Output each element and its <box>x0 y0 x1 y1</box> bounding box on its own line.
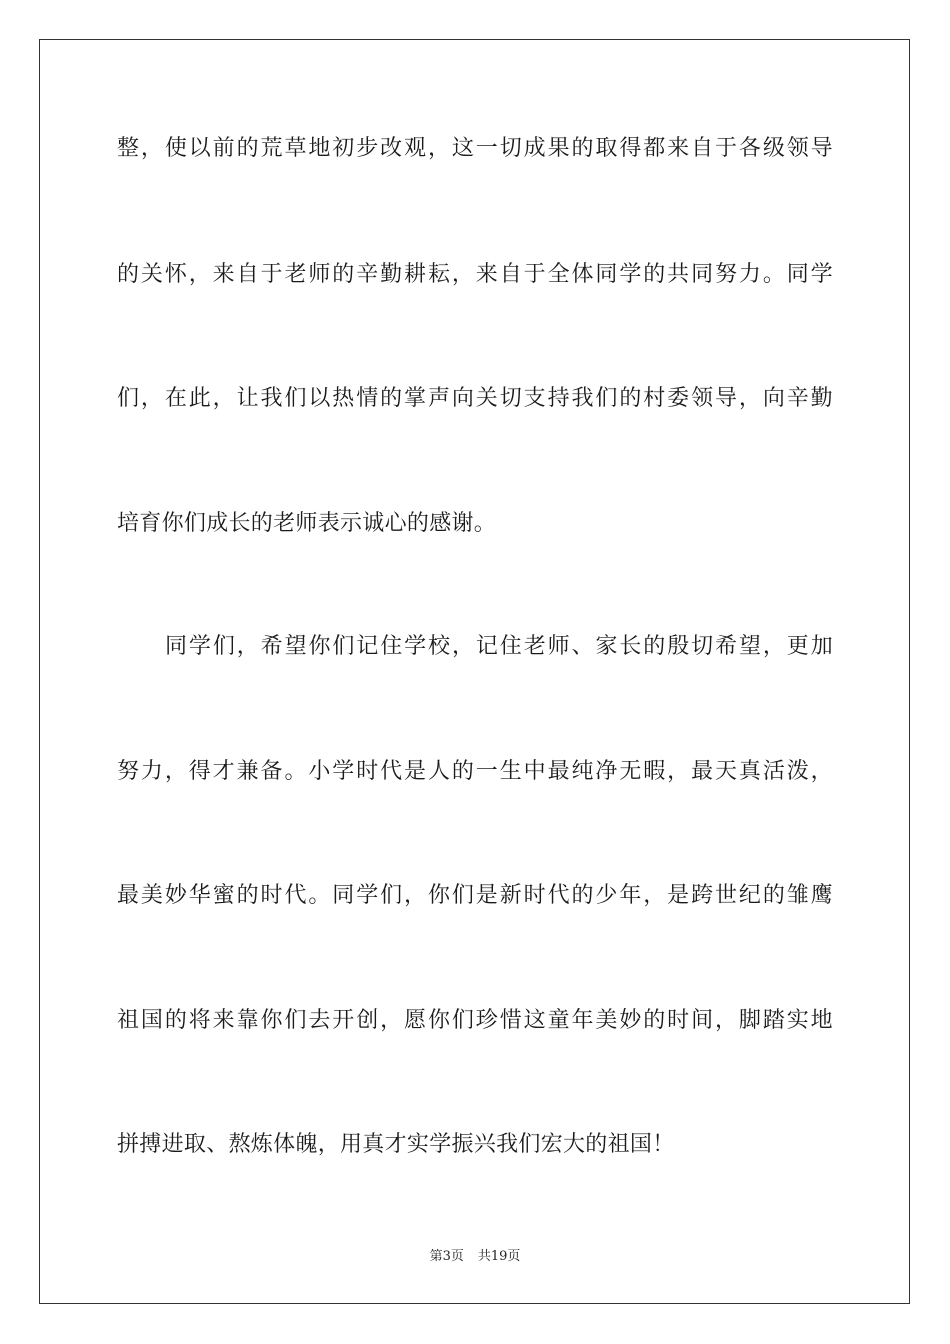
text-line-9: 拼搏进取、熬炼体魄，用真才实学振兴我们宏大的祖国！ <box>117 1132 675 1157</box>
text-line-8: 祖国的将来靠你们去开创，愿你们珍惜这童年美妙的时间，脚踏实地 <box>117 1008 833 1033</box>
text-line-2: 的关怀，来自于老师的辛勤耕耘，来自于全体同学的共同努力。同学 <box>117 262 833 287</box>
page-total: 共19页 <box>477 1249 521 1264</box>
text-line-4: 培育你们成长的老师表示诚心的感谢。 <box>117 511 497 536</box>
page-number: 第3页 <box>429 1249 464 1264</box>
text-line-6: 努力，得才兼备。小学时代是人的一生中最纯净无暇，最天真活泼， <box>117 759 833 784</box>
text-line-5: 同学们，希望你们记住学校，记住老师、家长的殷切希望，更加 <box>165 634 833 659</box>
text-line-7: 最美妙华蜜的时代。同学们，你们是新时代的少年，是跨世纪的雏鹰 <box>117 883 833 908</box>
page-frame <box>39 39 910 1304</box>
text-line-3: 们，在此，让我们以热情的掌声向关切支持我们的村委领导，向辛勤 <box>117 386 833 411</box>
text-line-1: 整，使以前的荒草地初步改观，这一切成果的取得都来自于各级领导 <box>117 136 833 161</box>
page-footer <box>0 1248 950 1266</box>
